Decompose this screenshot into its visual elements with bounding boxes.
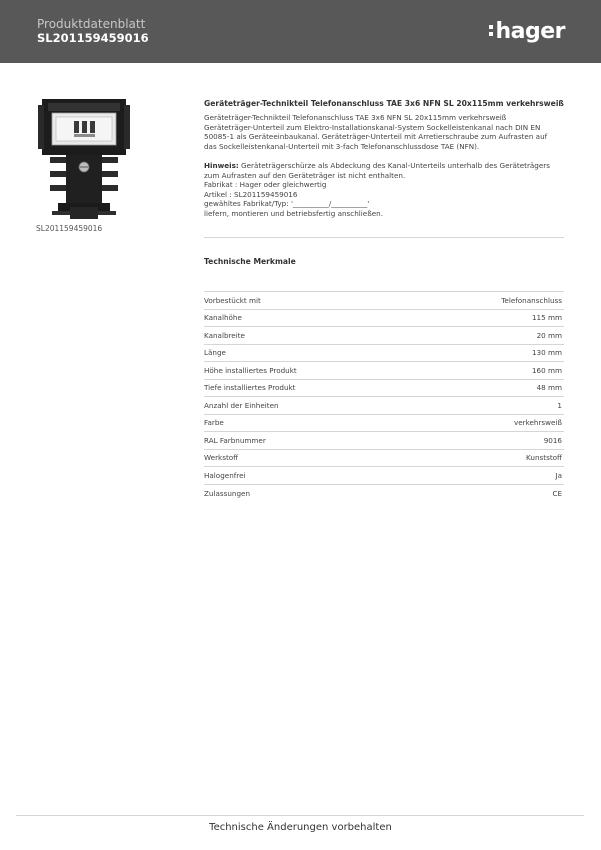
spec-value: CE xyxy=(552,488,562,498)
spec-table xyxy=(204,291,564,502)
hint-line: liefern, montieren und betriebsfertig anschließen. xyxy=(204,208,383,218)
footer-divider xyxy=(16,815,584,816)
spec-label: Höhe installiertes Produkt xyxy=(204,365,297,375)
table-row xyxy=(204,397,564,415)
spec-value: 20 mm xyxy=(536,330,562,340)
description-line: das Sockelleistenkanal-Unterteil mit 3-fach Telefonanschlussdose TAE (NFN). xyxy=(204,141,480,151)
table-row xyxy=(204,310,564,328)
spec-label: Kanalbreite xyxy=(204,330,245,340)
hint-line: Artikel : SL201159459016 xyxy=(204,189,298,199)
spec-value: Kunststoff xyxy=(526,453,562,463)
hint-line: Fabrikat : Hager oder gleichwertig xyxy=(204,180,327,190)
spec-value: 48 mm xyxy=(536,383,562,393)
spec-value: 1 xyxy=(557,400,562,410)
table-row xyxy=(204,292,564,310)
spec-label: Kanalhöhe xyxy=(204,313,242,323)
description-line: Geräteträger-Technikteil Telefonanschluss TAE 3x6 NFN SL 20x115mm verkehrsweiß xyxy=(204,113,507,122)
spec-label: Farbe xyxy=(204,418,224,428)
product-description xyxy=(204,113,564,151)
table-row xyxy=(204,485,564,503)
table-row xyxy=(204,327,564,345)
product-title: Geräteträger-Technikteil Telefonanschluss TAE 3x6 NFN SL 20x115mm verkehrsweiß xyxy=(204,99,564,108)
table-row xyxy=(204,345,564,363)
hint-line: zum Aufrasten auf den Geräteträger ist nicht enthalten. xyxy=(204,170,406,180)
product-image xyxy=(36,95,132,223)
section-divider xyxy=(204,237,564,238)
product-info xyxy=(204,99,564,219)
section-title: Technische Merkmale xyxy=(204,257,296,266)
description-line: Geräteträger-Unterteil zum Elektro-Installationskanal-System Sockelleistenkanal nach DIN EN xyxy=(204,122,541,132)
spec-value: verkehrsweiß xyxy=(513,418,562,428)
spec-label: Halogenfrei xyxy=(204,470,246,480)
spec-value: Telefonanschluss xyxy=(501,295,562,305)
spec-value: Ja xyxy=(555,470,562,480)
hint-line: gewähltes Fabrikat/Typ: '__________/__________' xyxy=(204,199,370,209)
spec-value: 130 mm xyxy=(531,348,562,358)
spec-label: RAL Farbnummer xyxy=(204,435,266,445)
spec-label: Zulassungen xyxy=(204,488,251,498)
table-row xyxy=(204,467,564,485)
spec-value: 160 mm xyxy=(531,365,562,375)
spec-value: 115 mm xyxy=(531,313,562,323)
table-row xyxy=(204,432,564,450)
hint-label: Hinweis: xyxy=(204,160,239,170)
spec-label: Tiefe installiertes Produkt xyxy=(204,383,296,393)
spec-label: Länge xyxy=(204,348,226,358)
logo-text: hager xyxy=(495,18,565,44)
spec-value: 9016 xyxy=(543,435,562,445)
spec-label: Vorbestückt mit xyxy=(204,295,261,305)
page-header xyxy=(0,0,601,63)
footer-text: Technische Änderungen vorbehalten xyxy=(209,822,392,833)
document-id: SL201159459016 xyxy=(37,31,149,45)
hint-text: Geräteträgerschürze als Abdeckung des Kanal-Unterteils unterhalb des Geräteträgers xyxy=(238,160,550,170)
image-caption: SL201159459016 xyxy=(36,224,103,233)
table-row xyxy=(204,362,564,380)
spec-label: Anzahl der Einheiten xyxy=(204,400,279,410)
hager-logo xyxy=(489,18,565,44)
description-line: 50085-1 als Geräteeinbaukanal. Geräteträger-Unterteil mit Arretierschraube zum Aufrasten auf xyxy=(204,132,548,142)
table-row xyxy=(204,450,564,468)
spec-label: Werkstoff xyxy=(204,453,239,463)
product-hint xyxy=(204,161,564,219)
document-type: Produktdatenblatt xyxy=(37,17,146,31)
hint-first-line xyxy=(204,161,564,171)
table-row xyxy=(204,415,564,433)
table-row xyxy=(204,380,564,398)
logo-dots-icon xyxy=(489,25,493,36)
